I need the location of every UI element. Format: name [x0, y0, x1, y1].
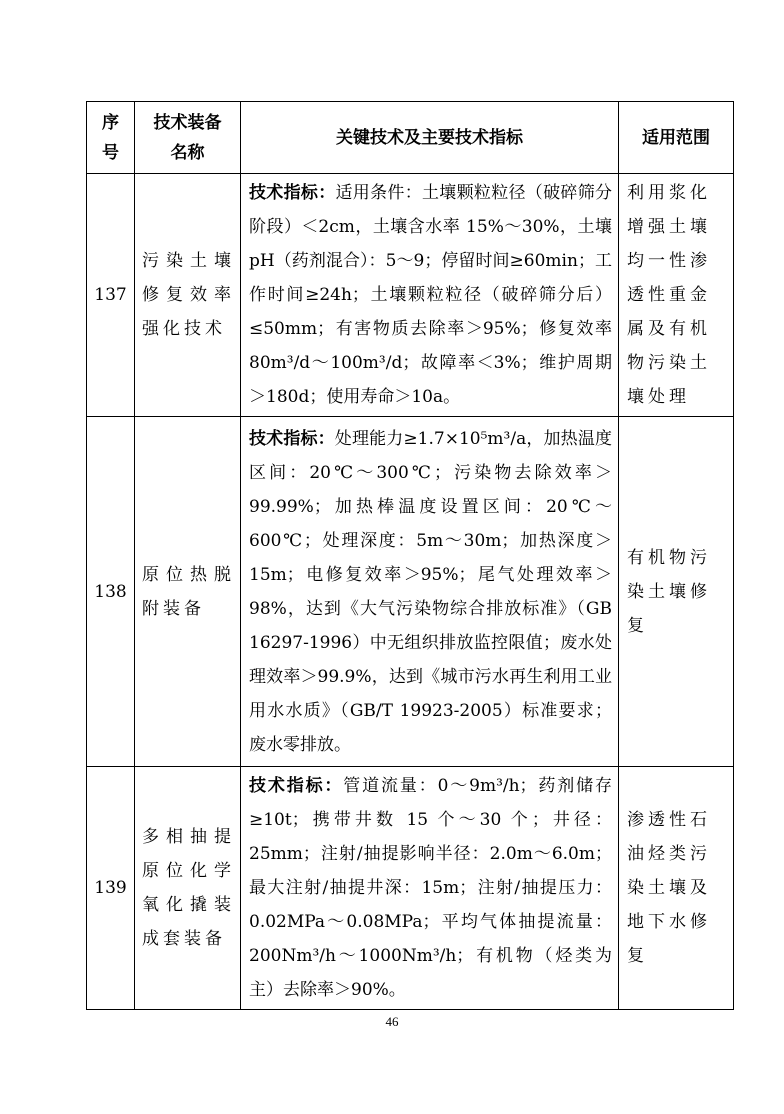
- row-number: 137: [87, 174, 135, 417]
- indicator-label: 技术指标：: [249, 776, 344, 796]
- equipment-name: 原位热脱附装备: [135, 417, 241, 767]
- table-row: [87, 174, 734, 417]
- indicator-label: 技术指标：: [249, 183, 336, 203]
- table-row: [87, 417, 734, 767]
- indicator-text: 管道流量：0～9m³/h；药剂储存≥10t；携带井数 15 个～30 个；井径：25mm；注射/抽提影响半径：2.0m～6.0m；最大注射/抽提井深：15m；注射/抽提压力：0.02MPa～0.08MPa；平均气体抽提流量：200Nm³/h～1000Nm³/h；有机物（烃类为主）去除率＞90%。: [249, 776, 612, 1000]
- header-key-technology: 关键技术及主要技术指标: [241, 102, 619, 174]
- technical-indicators: [241, 417, 619, 767]
- equipment-name: 多相抽提原位化学氧化撬装成套装备: [135, 767, 241, 1010]
- row-number: 138: [87, 417, 135, 767]
- indicator-label: 技术指标：: [249, 428, 335, 449]
- indicator-text: 处理能力≥1.7×10⁵m³/a，加热温度区间：20℃～300℃；污染物去除效率＞99.99%；加热棒温度设置区间：20℃～600℃；处理深度：5m～30m；加热深度＞15m；电修复效率＞95%；尾气处理效率＞98%，达到《大气污染物综合排放标准》（GB 16297-1996）中无组织排放监控限值；废水处理效率＞99.9%，达到《城市污水再生利用工业用水水质》（GB/T 19923-2005）标准要求；废水零排放。: [249, 428, 612, 755]
- application-scope: 利用浆化增强土壤均一性渗透性重金属及有机物污染土壤处理: [619, 174, 734, 417]
- technical-indicators: [241, 767, 619, 1010]
- application-scope: 有机物污染土壤修复: [619, 417, 734, 767]
- header-scope: 适用范围: [619, 102, 734, 174]
- header-equipment-name: 技术装备名称: [135, 102, 241, 174]
- header-serial-number: 序号: [87, 102, 135, 174]
- row-number: 139: [87, 767, 135, 1010]
- technical-indicators: [241, 174, 619, 417]
- indicator-text: 适用条件：土壤颗粒粒径（破碎筛分阶段）＜2cm，土壤含水率 15%～30%，土壤pH（药剂混合）：5～9；停留时间≥60min；工作时间≥24h；土壤颗粒粒径（破碎筛分后）≤50mm；有害物质去除率＞95%；修复效率80m³/d～100m³/d；故障率＜3%；维护周期＞180d；使用寿命＞10a。: [249, 183, 612, 407]
- page-number: 46: [385, 1014, 399, 1029]
- application-scope: 渗透性石油烃类污染土壤及地下水修复: [619, 767, 734, 1010]
- table-row: [87, 767, 734, 1010]
- equipment-name: 污染土壤修复效率强化技术: [135, 174, 241, 417]
- technology-table: [86, 101, 734, 1010]
- table-header-row: [87, 102, 734, 174]
